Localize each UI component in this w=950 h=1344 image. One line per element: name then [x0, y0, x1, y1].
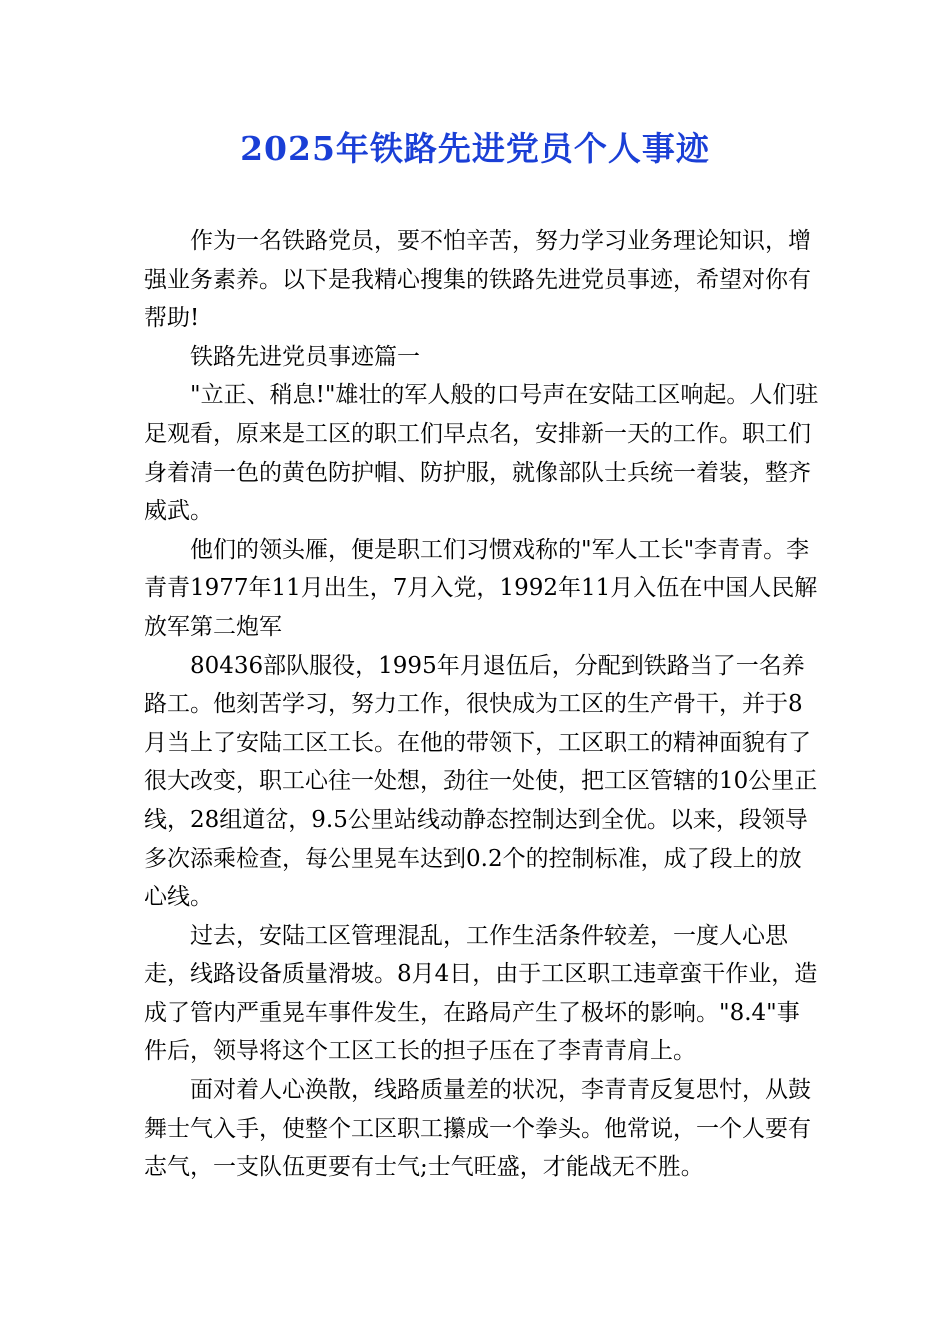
document-body [144, 222, 820, 1187]
paragraph-intro: 作为一名铁路党员，要不怕辛苦，努力学习业务理论知识，增强业务素养。以下是我精心搜集的铁路先进党员事迹，希望对你有帮助! [144, 228, 811, 332]
document-title: 2025年铁路先进党员个人事迹 [240, 129, 710, 168]
paragraph-1: "立正、稍息!"雄壮的军人般的口号声在安陆工区响起。人们驻足观看，原来是工区的职工们早点名，安排新一天的工作。职工们身着清一色的黄色防护帽、防护服，就像部队士兵统一着装，整齐威武。 [144, 382, 819, 525]
paragraph-2: 他们的领头雁，便是职工们习惯戏称的"军人工长"李青青。李青青1977年11月出生，7月入党，1992年11月入伍在中国人民解放军第二炮军 [144, 536, 818, 640]
section-heading: 铁路先进党员事迹篇一 [190, 343, 420, 370]
paragraph-5: 面对着人心涣散，线路质量差的状况，李青青反复思忖，从鼓舞士气入手，使整个工区职工攥成一个拳头。他常说，一个人要有志气，一支队伍更要有士气;士气旺盛，才能战无不胜。 [144, 1077, 811, 1181]
paragraph-4: 过去，安陆工区管理混乱，工作生活条件较差，一度人心思走，线路设备质量滑坡。8月4日，由于工区职工违章蛮干作业，造成了管内严重晃车事件发生，在路局产生了极坏的影响。"8.4"事件后，领导将这个工区工长的担子压在了李青青肩上。 [144, 922, 818, 1065]
paragraph-3: 80436部队服役，1995年月退伍后，分配到铁路当了一名养路工。他刻苦学习，努力工作，很快成为工区的生产骨干，并于8月当上了安陆工区工长。在他的带领下，工区职工的精神面貌有了很大改变，职工心往一处想，劲往一处使，把工区管辖的10公里正线，28组道岔，9.5公里站线动静态控制达到全优。以来，段领导多次添乘检查，每公里晃车达到0.2个的控制标准，成了段上的放心线。 [144, 652, 818, 911]
